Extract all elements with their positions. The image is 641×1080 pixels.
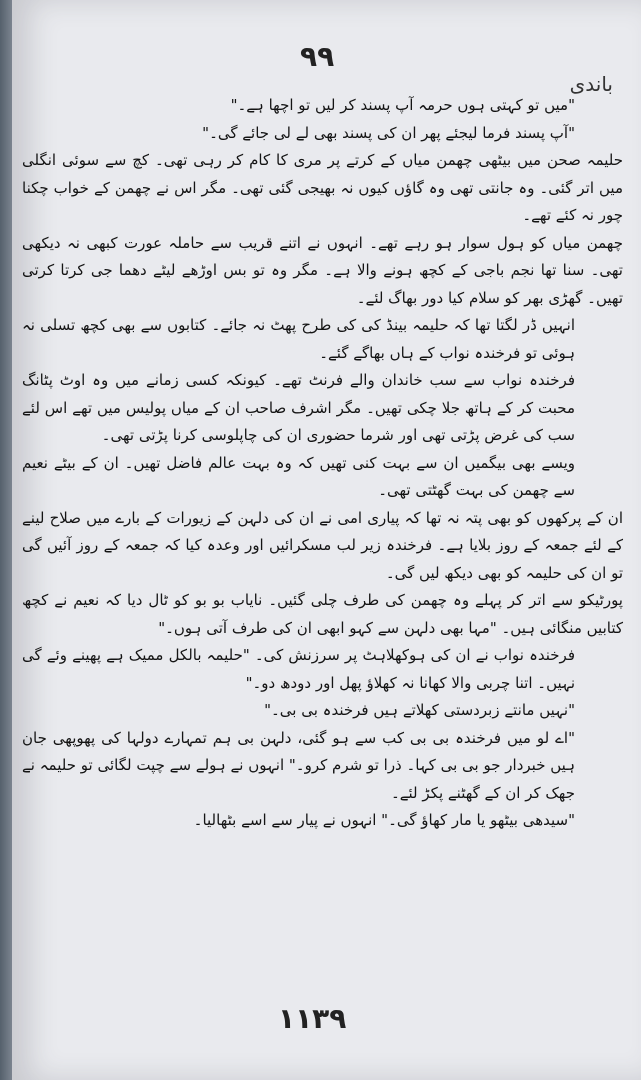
running-title: باندی xyxy=(569,72,613,96)
paragraph: ویسے بھی بیگمیں ان سے بہت کنی تھیں کہ وہ بہت عالم فاضل تھیں۔ ان کے بیٹے نعیم سے چھمن کی بہت گھٹتی تھی۔ xyxy=(22,453,575,499)
page-edge-shadow xyxy=(0,0,12,1080)
paragraph: پورٹیکو سے اتر کر پہلے وہ چھمن کی طرف چلی گئیں۔ نایاب بو بو کو ٹال دیا کہ نعیم نے کچھ کتابیں منگائی ہیں۔ "مہا بھی دلہن سے کہو ابھی ان کی طرف آتی ہوں۔" xyxy=(22,591,623,637)
footer-number: ۱۱۳۹ xyxy=(278,1002,347,1035)
book-page xyxy=(12,0,641,1080)
page-body xyxy=(22,92,623,835)
paragraph: انہیں ڈر لگتا تھا کہ حلیمہ بینڈ کی کی طرح پھٹ نہ جائے۔ کتابوں سے بھی کچھ تسلی نہ ہوئی تو فرخندہ نواب کے ہاں بھاگے گئے۔ xyxy=(22,316,575,362)
paragraph: "میں تو کہتی ہوں حرمہ آپ پسند کر لیں تو اچھا ہے۔" xyxy=(230,96,575,114)
paragraph: فرخندہ نواب نے ان کی ہوکھلاہٹ پر سرزنش کی۔ "حلیمہ بالکل ممیک ہے پھینے وئے گی نہیں۔ اتنا چربی والا کھانا نہ کھلاؤ پھل اور دودھ دو۔" xyxy=(22,646,575,692)
paragraph: "اے لو میں فرخندہ بی بی کب سے ہو گئی، دلہن بی ہم تمہارے دولہا کی پھوپھی جان ہیں خبردار جو بی بی کہا۔ ذرا تو شرم کرو۔" انہوں نے ہولے سے چپت لگائی تو حلیمہ نے جھک کر ان کے گھٹنے پکڑ لئے۔ xyxy=(22,728,575,802)
paragraph: "سیدھی بیٹھو یا مار کھاؤ گی۔" انہوں نے پیار سے اسے بٹھالیا۔ xyxy=(193,811,575,829)
paragraph: حلیمہ صحن میں بیٹھی چھمن میاں کے کرتے پر مری کا کام کر رہی تھی۔ کچ سے سوئی انگلی میں اتر گئی۔ وہ جانتی تھی وہ گاؤں کیوں نہ بھیجی گئی تھی۔ مگر اس نے چھمن کے خواب چکنا چور نہ کئے تھے۔ xyxy=(22,151,623,224)
page-number: ۹۹ xyxy=(300,40,335,73)
paragraph: "نہیں مانتے زبردستی کھلاتے ہیں فرخندہ بی بی۔" xyxy=(264,701,575,719)
paragraph: "آپ پسند فرما لیجئے پھر ان کی پسند بھی لے لی جائے گی۔" xyxy=(202,123,575,142)
paragraph: فرخندہ نواب سے سب خاندان والے فرنٹ تھے۔ کیونکہ کسی زمانے میں وہ اوٹ پٹانگ محبت کر کے ہاتھ جلا چکی تھیں۔ مگر اشرف صاحب ان کے میاں پولیس میں تھے اس لئے سب کی غرض پڑتی تھی اور شرما حضوری ان کی چاپلوسی کرنا پڑتی تھی۔ xyxy=(22,371,575,444)
paragraph: چھمن میاں کو ہول سوار ہو رہے تھے۔ انہوں نے اتنے قریب سے حاملہ عورت کبھی نہ دیکھی تھی۔ سنا تھا نجم باجی کے کچھ ہونے والا ہے۔ مگر وہ تو بس اوڑھے لیٹے دھما جی کرتا کرتی تھیں۔ گھڑی بھر کو سلام کیا دور بھاگ لئے۔ xyxy=(22,233,623,307)
paragraph: ان کے پرکھوں کو بھی پتہ نہ تھا کہ پیاری امی نے ان کی دلہن کے زیورات کے بارے میں صلاح لینے کے لئے جمعہ کے روز بلایا ہے۔ فرخندہ زیر لب مسکرائیں اور وعدہ کیا کہ جمعہ کے روز آئیں گی تو ان کی حلیمہ کو بھی دیکھ لیں گی۔ xyxy=(22,508,623,582)
